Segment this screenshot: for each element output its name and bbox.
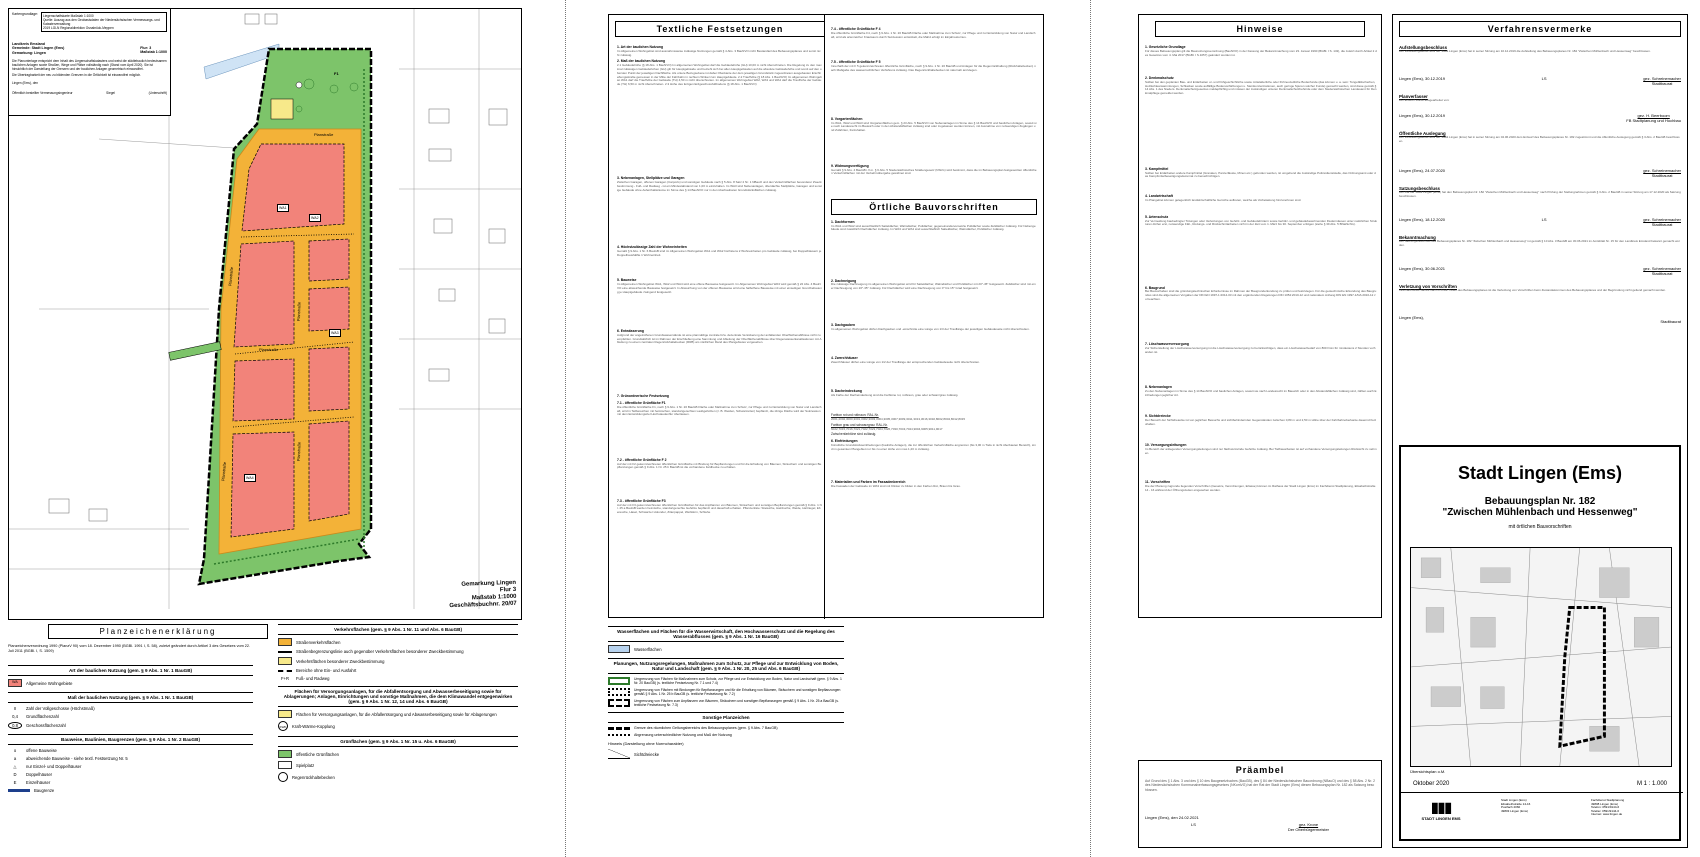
planung-label: Umgrenzung von Flächen zum Anpflanzen von Bäumen, Sträuchern und sonstigen Bepflanzungen gemäß § 9 Abs. 1 Nr. 25 a BauGB (s. textliche Festsetzung Nr. 7.3) [634,699,839,707]
section-9: 9. Widmungsverfügung [831,163,869,168]
bauweise-sym: o [13,748,17,753]
kartengrundlage-label: Kartengrundlage: [12,12,39,16]
oertlich-3: 3. Dachgauben [831,323,856,328]
legend-lower-panel [608,626,1044,848]
vv-role: Stadtbaurat [1651,173,1673,178]
hinweise-title: Hinweise [1155,21,1365,37]
textliche-title: Textliche Festsetzungen [615,21,825,37]
plan-scale: M 1 : 1.000 [1636,781,1667,787]
ral-red-label: Farbton rot und rotbraun: RAL-Nr. [831,413,879,418]
vv-bekanntmachung: Bekanntmachung [1399,235,1436,240]
vv-ls: LS [1541,76,1547,81]
plan-sub: mit örtlichen Bauvorschriften [1508,524,1572,530]
bauweise-label: nur Einzel- und Doppelhäuser [26,764,82,769]
city-logo: ▮▮▮ STADT LINGEN EMS [1411,799,1471,821]
vv-date: Lingen (Ems), 30.12.2019 [1399,113,1446,118]
geltungsbereich-line [608,727,630,730]
label-wa1: WA1 [279,206,287,210]
contact-line: Telefon: 0591/9144-6 [1591,805,1620,810]
mass-sym: 0,8 [8,722,22,729]
section-7-1: 7.1 - öffentliche Grünfläche F1 [617,400,666,405]
contact-line: Stadt Lingen (Ems) [1501,798,1527,802]
praambel-role: Der Oberbürgermeister [1287,827,1329,832]
water-label: Wasserflächen [634,646,662,652]
bindung-swatch [608,688,630,696]
contact-line: Internet: www.lingen.de [1591,812,1623,817]
planung-label: Umgrenzung von Flächen mit Bindungen für Bepflanzungen und für die Erhaltung von Bäumen, Sträuchern und sonstigen Bepflanzungen gemäß § 9 Abs. 1 Nr. 25 b BauGB (s. textliche Festsetzung Nr. 7.2) [634,688,841,696]
legend-intro: Planzeichenverordnung 1990 (PlanzV 90) vom 18. Dezember 1990 (BGBl. 1991 I, S. 58), zuletzt geändert durch Artikel 3 des Gesetzes vom 22. Juli 2011 (BGBl. I, S. 1509) [8,644,251,653]
mass-sym: II [13,706,17,711]
verkehr-label: Verkehrsflächen besonderer Zweckbestimmung [296,658,385,664]
mass-sym: 0,4 [12,714,18,719]
bauweise-sym: E [13,780,17,785]
bauweise-sym: a [13,756,17,761]
vv-auslegung: Öffentliche Auslegung [1399,131,1446,136]
label-planstrasse-2: Planstraße [227,266,235,287]
hinweise-panel: Hinweise 1. Gesetzliche Grundlage Für dieses Bebauungsplan gilt die Baunutzungsverordnung (BauNVO) in der Fassung der Bekanntmachung vom 23. Januar 1990 (BGBl. I S. 132), die zuletzt durch Artikel 2 des Gesetzes vom 4. Mai 2017 (BGBl. I S.1057) geändert worden ist. 2. Denkmalschutz Sollten bei den geplanten Bau- und Erdarbeiten ur- und frühgeschichtliche sowie mittelalterliche oder frühneuzeitliche Bodenfunde (das können u. a. sein: Tongefäßscherben, Holzkohleansammlungen, Schlacken sowie auffällige Bodenverfärbungen u. Steinkonzentrationen, auch geringe Spuren solcher Funde) gemacht werden, sind diese gemäß § 14 Abs. 1 des Nieders. Denkmalschutzgesetzes meldepflichtig und müssen der zuständigen unteren Denkmalschutzbehörde oder dem Niedersächsischen Landesamt für Denkmalpflege gemeldet werden. 3. Kampfmittel Sollten bei Erdarbeiten andere Kampfmittel (Granaten, Panzerfäuste, Minen etc.) gefunden werden, ist umgehend die zuständige Polizeidienststelle, das Ordnungsamt oder das Kampfmittelbeseitigungsdezernat zu benachrichtigen. 4. Landwirtschaft Im Plangebiet können gelegentlich landwirtschaftliche Gerüche auftreten, welche als Vorbelastung hinzunehmen sind. 5. Artenschutz Zur Vermeidung baubedingter Tötungen oder Verletzungen von Gehölz- und Gebäudebrütern sowie Gehölz- und gebäudebewohnenden Fledermäusen unter natürlichen Strukturen dürfen erst, notwendige Fäll-, Rodungs- und Rückschnittarbeiten nicht in der Zeit vom 1. März bis 30. September erfolgen (siehe § 39 Abs. 5 BNatSchG). 6. Baugrund Bei Bauvorhaben sind die gründungstechnischen Erfordernisse im Rahmen der Baugrunderkundung zu prüfen und festzulegen. Für die geotechnische Erkundung des Baugrundes sind die allgemeinen Vorgaben der DIN EN 1997-1:2014-03 mit den ergänzenden Regelungen DIN 1054:2010-12 und nationalem Anhang DIN EN 1997-1/NA:2010-12 zu beachten. 7. Löschwasserversorgung Zur Sicherstellung der Löschwasserversorgung ist die Löschwasserversorgung zu berücksichtigen, dass ein Löschwasserbedarf von 800 l/min für mindestens 2 Stunden vorhanden ist. 8. Nebenanlagen Zu den Nebenanlagen im Sinne des § 14 BauNVO und baulichen Anlagen, soweit sie nach Landesrecht im Bauwich oder in den Abstandsflächen zulässig sind, zählen auch Einfriedungen jeglicher Art. 9. Sichtdreiecke Der Bereich der Sichtdreiecke ist von jeglichen Bewuchs und sichtbehindernden Gegenständen zwischen 0,80 m und 2,50 m Höhe über der Fahrbahnoberkante dauernd freizuhalten. 10. Versorgungsleitungen Im Bereich der anliegenden Versorgungsleitungen sind nur flachwurzelnde Gehölze zulässig. Bei Tiefbauarbeiten ist auf vorhandene Versorgungsleitungen Rücksicht zu nehmen. 11. Vorschriften Die der Planung zugrunde liegenden Vorschriften (Gesetze, Verordnungen, Erlasse) können im Rathaus der Stadt Lingen (Ems) im Fachdienst Stadtplanung, Elisabethstraße 14 - 16 während der Öffnungszeiten eingesehen werden. [1138,14,1382,618]
vv-signature: gez. Schreinemacher [1643,76,1681,81]
verfahren-title: Verfahrensvermerke [1399,21,1681,37]
label-planstrasse-3: Planstraße [295,301,302,322]
vv-verletzung: Verletzung von Vorschriften [1399,284,1457,289]
bauweise-label: Doppelhäuser [26,772,53,777]
sonst-label: Abgrenzung unterschiedlicher Nutzung und Maß der Nutzung [634,733,732,737]
office-line: Öffentlich bestellter Vermessungsingenieur [12,91,73,96]
flur: Flur: 3 [140,46,152,50]
label-wa2: WA2 [311,216,319,220]
section-7-2: 7.2 - öffentliche Grünfläche F 2 [617,457,667,462]
section-3: 3. Nebenanlagen, Stellplätze und Garagen [617,176,685,181]
bauweise-label: Baugrenze [34,788,55,793]
gruen-title: Grünflächen (gem. § 9 Abs. 1 Nr. 15 u. Abs. 6 BauGB) [278,736,518,747]
anpflanz-swatch [608,699,630,707]
water-swatch [608,645,630,653]
source-line-2: Quelle: Auszug aus den Geobasisdaten der Niedersächsischen Vermessungs- und Katasterverwaltung [43,18,160,26]
map-title-block: Gemarkung Lingen Flur 3 Maßstab 1:1000 Geschäftsbuchnr. 20/07 [449,579,517,609]
hinweis-9: 9. Sichtdreiecke [1145,414,1171,419]
hinweis-10: 10. Versorgungsleitungen [1145,443,1187,448]
map-panel [8,8,522,620]
mass-label: Zahl der Vollgeschosse (Höchstmaß) [26,706,95,711]
label-planstrasse-1: Planstraße [314,132,334,137]
contact-line: Fachdienst Stadtplanung [1591,798,1625,802]
plan-name: "Zwischen Mühlenbach und Hessenweg" [1442,507,1638,518]
praambel-title: Präambel [1235,765,1285,775]
sichtdreieck-icon [608,749,630,759]
oertlich-1: 1. Dachformen [831,219,855,224]
mass-label: Grundflächenzahl [26,714,59,719]
baugrenze-line [8,789,30,792]
hinweis-7: 7. Löschwasserversorgung [1145,342,1189,347]
wa-label: Allgemeine Wohngebiete [26,680,73,686]
label-green-f1: F1 [334,71,339,76]
vv-signature: gez. Schreinemacher [1643,217,1681,222]
header-scale: Maßstab 1:1000 [140,50,167,55]
label-wa3: WA3 [331,331,339,335]
abgrenzung-line [608,734,630,736]
verfahren-panel: Verfahrensvermerke Aufstellungsbeschluss Der Verwaltungsausschuss der Stadt Lingen (Ems) hat in seiner Sitzung am 10.12.2019 die Aufstellung des Bebauungsplanes Nr. 182 "Zwischen Mühlenbach und Hessenweg" beschlossen. Lingen (Ems), 30.12.2019 LS gez. Schreinemacher Stadtbaurat Planverfasser Der Entwurf wurde ausgearbeitet von: Lingen (Ems), 30.12.2019 gez. H. Beerboom FB Stadtplanung und Hochbau Öffentliche Auslegung Der Verwaltungsausschuss der Stadt Lingen (Ems) hat in seiner Sitzung am 04.06.2020 dem Entwurf des Bebauungsplanes Nr. 182 zugestimmt und die öffentliche Auslegung gemäß § 3 Abs. 2 BauGB beschlossen. Lingen (Ems), 24.07.2020 gez. Schreinemacher Stadtbaurat Satzungsbeschluss Der Rat der Stadt Lingen (Ems) hat den Bebauungsplan Nr. 182 "Zwischen Mühlenbach und Hessenweg" nach Prüfung der Stellungnahmen gemäß § 3 Abs. 2 BauGB in seiner Sitzung am 17.12.2020 als Satzung beschlossen. Lingen (Ems), 18.12.2020 LS gez. Schreinemacher Stadtbaurat Bekanntmachung Der Satzungsbeschluss des Bebauungsplanes Nr. 182 "Zwischen Mühlenbach und Hessenweg" ist gemäß § 10 Abs. 3 BauGB am 30.06.2021 im Amtsblatt Nr. 15 für den Landkreis Emsland bekannt gemacht worden. Lingen (Ems), 30.06.2021 gez. Schreinemacher Stadtbaurat Verletzung von Vorschriften Innerhalb eines Jahres nach In-Kraft-Treten des Bebauungsplanes ist die Verletzung von Vorschriften beim Zustandekommen des Bebauungsplanes und der Begründung nicht geltend gemacht worden. Lingen (Ems), Stadtbaurat Stadt Lingen (Ems) Bebauungsplan Nr. 182 "Zwischen Mühlenbach und Hessenweg" mit örtlichen Bauvorschriften Übersichtsplan o.M. Oktober 2020 M 1 : 1.000 ▮▮▮ STADT LINGEN EMS Stadt Lingen (Ems) Elisabethstraße 14-16 Postfach 2060 49803 Lingen (Ems) Fachdienst Stadtplanung 49808 Lingen (Ems) Telefon: 0591/9144-6 Telefax: 0591/9144-6 Internet: www.lingen.de [1392,14,1688,848]
section-7-5: 7.5 - öffentliche Grünfläche F 5 [831,59,881,64]
basin-icon [278,772,288,782]
praambel-signature: gez. Krone [1298,822,1319,827]
vv-satzung: Satzungsbeschluss [1399,186,1440,191]
oertliche-title: Örtliche Bauvorschriften [831,199,1037,215]
hinweis-2: 2. Denkmalschutz [1145,75,1174,80]
municipality: Gemeinde: Stadt Lingen (Ems) [12,46,65,51]
versorgung-label: Kraft-Wärme-Kopplung [292,723,335,729]
section-7-4: 7.4 - öffentliche Grünfläche F 4 [831,27,881,31]
source-line-3: 2019 LGLN Regionaldirektion Osnabrück-Meppen [43,26,114,30]
vv-role: Stadtbaurat [1651,81,1673,86]
oertlich-2: 2. Dachneigung [831,278,857,283]
legend-panel [8,624,522,849]
hinweis-11: 11. Vorschriften [1145,480,1171,485]
gruen-label: öffentliche Grünflächen [296,751,339,757]
plan-date: Oktober 2020 [1413,781,1450,787]
place-date: Lingen (Ems), den [12,81,39,86]
vv-role: Stadtbaurat [1651,222,1673,227]
praambel-panel: Präambel Auf Grund des § 1 Abs. 3 und des § 10 des Baugesetzbuches (BauGB), des § 84 der Niedersächsischen Bauordnung (NBauO) und des § 58 Abs. 2 Nr. 2 des Niedersächsischen Kommunalverfassungsgesetzes (NKomVG) hat der Rat der Stadt Lingen (Ems) diesen Bebauungsplan Nr. 182 als Satzung beschlossen. Lingen (Ems), den 24.02.2021 LS gez. Krone Der Oberbürgermeister [1138,760,1382,848]
wa-swatch: WA [8,679,22,687]
contact-line: Telefax: 0591/9144-6 [1591,808,1620,813]
section-1: 1. Art der baulichen Nutzung [617,45,664,49]
section-7: 7. Grünordnerische Festsetzung [617,393,670,398]
textliche-panel: Textliche Festsetzungen 1. Art der baulichen Nutzung Im Allgemeinen Wohngebiet sind ausnahmsweise zulässige Nutzungen gemäß § 4 Abs. 3 BauNVO nicht Bestandteil des Bebauungsplanes und somit nicht zulässig. 2. Maß der baulichen Nutzung 2.1 Gebäudehöhe (§ 18 Abs. 1 BauNVO) Im allgemeinen Wohngebiet darf die Gebäudehöhe (GH) 10,00 m nicht überschreiten. Die Regelung zu den maximal zulässigen Gebäudehöhen (GH) gilt für Hauptgebäude und bezieht sich bei allen Hauptgebäuden auf die absolute Gebäudehöhe und somit auf den obersten Punkt der jeweiligen Dachfläche. Als untere Bezugsebene ist dabei Oberkante der dem jeweiligen Grundstück zugeordneten ausgebauten Erschließungsstraße gemessen in der Mitte der Fahrbahn in rechtem Winkel zum Hauptgebäude. 2.2 Traufhöhe (§ 18 Abs. 1 BauNVO) Im allgemeinen Wohngebiet WA1 darf die Traufhöhe der Gebäude (TH) 4,50 m nicht überschreiten. Im allgemeinen Wohngebiet WA2, WA3 und WA4 darf die Traufhöhe der Gebäude (TH) 6,50 m nicht überschreiten. 2.3 Höhe des fertigen Erdgeschossfußbodens (§ 18 Abs. 1 BauNVO) 3. Nebenanlagen, Stellplätze und Garagen Zwischen Garagen, offenen Garagen (Carports) und sonstigen Gebäude nach § 5 Abs. 8 Satz 2 Nr. 1 NBauO und den Verkehrsflächen besonderer Zweckbestimmung - Fuß- und Radweg - ist ein Mindestabstand von 1,00 m einzuhalten. Im WA3 sind Nebenanlagen, überdachte Stellplätze, Garagen und sonstige Gebäude ohne Aufenthaltsräume im Sinne des § 14 BauNVO nur in den überbaubaren Grundstücksflächen zulässig. 4. Höchstzulässige Zahl der Wohneinheiten Gemäß § 9 Abs. 1 Nr. 6 BauGB sind im Allgemeinen Wohngebiet WA1 und WA2 höchstens 2 Wohneinheiten pro Gebäude zulässig, bei Doppelhäusern je Doppelhaushälfte 1 Wohneinheit. 5. Bauweise Im Allgemeinen Wohngebiet WA1, WA2 und WA4 wird eine offene Bauweise festgesetzt. Im Allgemeinen Wohngebiet WA3 wird gemäß § 22 Abs. 4 BauNVO eine abweichende Bauweise festgesetzt. In Abweichung von der offenen Bauweise wird eine halboffene Bauweise mit einer einseitigen Grenzbebauung je Hauptgebäude zwingend festgesetzt. 6. Entwässerung Aufgrund der angetroffenen Grundwasserstände ist eine planmäßige zentrale bzw. dezentrale Versickerung der anfallenden Oberflächenabflüsse nicht zu empfehlen. Grundsätzlich ist im Rahmen der Erschließung eine Sammlung und Ableitung der Oberflächenabflüsse über Regenwasserkanalisationen mit Ableitung zu einem zentralen Regenrückhaltebecken (RRB) am nördlichen Rand des Plangebietes vorgesehen. 7. Grünordnerische Festsetzung 7.1 - öffentliche Grünfläche F1 Die öffentliche Grünfläche F1, nach § 9 Abs. 1 Nr. 20 BauGB Fläche oder Maßnahme zum Schutz, zur Pflege und zur Entwicklung von Natur und Landschaft, wird in Teilbereichen mit heimischen, standortgerechten Laubgehölzen (z. B. Weiden, Schwarzerlen) bepflanzt, die übrige Fläche wird der Sukzession mit dem Entwicklungsziel Hochstaudenflur überlassen. 7.2 - öffentliche Grünfläche F 2 Auf der mit F2 gekennzeichneten öffentlichen Grünfläche mit Bindung für Bepflanzungen und für die Erhaltung von Bäumen, Sträuchern und sonstigen Bepflanzungen gemäß § 9 Abs. 1 Nr. 25 b BauGB ist die vorhandene Feldhecke zu erhalten. 7.3 - öffentliche Grünfläche F3 Auf der mit F3 gekennzeichneten öffentlichen Grünflächen für das Anpflanzen von Bäumen, Sträuchern und sonstigen Bepflanzungen gemäß § 9 Abs. 1 Nr. 25 a BauGB werden heimische, standortgerechte Gehölze bepflanzt und dauerhaft erhalten. Pflanzenliste: Stieleiche, Hainbuche, Weide, Hartriegel, Eberesche, Hasel, Schwarzer Holunder, Zitterpappel, Weißdorn, Schlehe 7.4 - öffentliche Grünfläche F 4 Die öffentliche Grünfläche F4, nach § 9 Abs. 1 Nr. 20 BauGB Fläche oder Maßnahme zum Schutz, zur Pflege und zur Entwicklung von Natur und Landschaft, wird als artenreicher Krautsaum durch Sukzession entwickelt, die Mahd erfolgt im Einjahresturnus. 7.5 - öffentliche Grünfläche F 5 Innerhalb der mit F 5 gekennzeichneten öffentliche Grünfläche, nach § 9 Abs. 1 Nr. 20 BauGB und Anlagen für die Regenrückhaltung (Rückhaltebecken) nach Maßgabe des wasserrechtlichen Verfahrens zulässig. Das Regenrückhaltebecken ist naturnah anzulegen. 8. Vorgartenflächen Im WA1, WA2 und WA3 sind Vorgartenflächen gem. § 23 Abs. 5 BauNVO von Nebenanlagen im Sinne des § 14 BauNVO und baulichen Anlagen, soweit sie nach Landesrecht im Bauwich oder in den Abstandsflächen zulässig sind oder zugelassen werden können, mit Ausnahme von notwendigen Zugängen und Zufahrten, freizuhalten. 9. Widmungsverfügung Gemäß § 9 Abs. 4 BauGB i.V.m. § 6 Abs. 5 Niedersächsisches Straßengesetz (NStrG) wird bestimmt, dass die im Bebauungsplan festgesetzten öffentlichen Verkehrsflächen mit der Verkehrsübergabe gewidmet sind. Örtliche Bauvorschriften 1. Dachformen Im WA1 und WA2 sind ausschließlich Satteldächer, Walmdächer, Pultdächer, gegeneinanderversetzte Pultdächer sowie Zeltdächer zulässig. Für Nebengebäude sind zusätzlich Flachdächer zulässig. Im WA3 und WA4 sind ausschließlich Satteldächer, Walmdächer, Pultdächer zulässig. 2. Dachneigung Die zulässige Dachneigung im allgemeinen Wohngebiet wird für Satteldächer, Walmdächer und Pultdächer mit 20°-45° festgesetzt. Zeltdächer sind mit einer Dachneigung von 20°-35° zulässig. Für Flachdächer wird eine Dachneigung von 0° bis 15° Grad festgesetzt. 3. Dachgauben Im allgemeinen Wohngebiet dürfen Dachgauben und -einschnitte eine Länge von 1/3 der Trauflänge der jeweiligen Gebäudeseite nicht überschreiten. 4. Zwerchhäuser Zwerchhäuser dürfen eine Länge von 1/2 der Trauflänge der entsprechenden Gebäudeseite nicht überschreiten. 5. Dacheindeckung Als Farbe der Dacheindeckung sind die Farbtöne rot, rotbraun, grau oder schwarzgrau zulässig. Farbton rot und rotbraun: RAL-Nr. 2001,2002,3000,3001,3002,3003,3004,3005,3007,3009,3011,3013,3016,3032,8002,8004,8012,8015 Farbton grau und schwarzgrau: RAL-Nr. 6022,7015,7016,7021,7022,7023,7024,7026,7030,7043,7044,9004,9005,9011,9017 Zwischenfarbtöne sind zulässig. 6. Einfriedungen Künstliche Grundstückseinfriedungen (bauliche Anlagen), die zur öffentlichen Verkehrsfläche angrenzen (bis 3,00 m Tiefe in nicht überbauten Bereich), sind im gesamten Plangebiet nur bis zu einer Höhe von max.1,20 m zulässig. 7. Materialien und Farben im Fassadenbereich Die Fassaden der Gebäude im WA3 sind mit Klinker zu bilden in den Farben Rot, Braun bis Grau. [608,14,1044,618]
fold-line [1090,0,1091,857]
bauweise-title: Bauweise, Baulinien, Baugrenzen (gem. § 9 Abs. 1 Nr. 2 BauGB) [8,734,253,745]
hinweis-3: 3. Kampfmittel [1145,166,1169,171]
mass-title: Maß der baulichen Nutzung (gem. § 9 Abs. 1 Nr. 1 BauGB) [8,692,253,703]
verkehr-label: Straßenbegrenzungslinie auch gegenüber Verkehrsflächen besonderer Zweckbestimmung [296,649,464,654]
hinweis-1: 1. Gesetzliche Grundlage [1145,45,1186,49]
gruen-swatch [278,750,292,758]
hinweis-6: 6. Baugrund [1145,285,1165,290]
no-entry-swatch [278,670,292,672]
gemarkung: Gemarkung: Lingen [12,50,46,55]
versorgung-swatch [278,710,292,718]
transfer-text: Die Übertragbarkeit der neu zu bildenden Grenzen in die Örtlichkeit ist einwandfrei möglich. [12,73,141,78]
hinweis-5: 5. Artenschutz [1145,214,1169,219]
vv-signature: gez. Schreinemacher [1643,168,1681,173]
bauweise-label: Einzelhäuser [26,780,51,785]
legend-title: Planzeichenerklärung [48,624,268,639]
signer-label: (Unterschrift) [148,91,167,96]
vv-date: Lingen (Ems), 30.12.2019 [1399,76,1446,81]
vv-aufstellung: Aufstellungsbeschluss [1399,45,1448,50]
bauweise-label: offene Bauweise [26,748,57,753]
praambel-ls: LS [1190,822,1196,827]
vv-date: Lingen (Ems), 30.06.2021 [1399,266,1446,271]
versorgung-label: Flächen für Versorgungsanlagen, für die Abfallentsorgung und Abwasserbeseitigung sowie für Ablagerungen [296,711,497,717]
line-swatch [278,651,292,653]
oertlich-5: 5. Dacheindeckung [831,389,862,394]
contact-line: Postfach 2060 [1501,805,1521,810]
gruen-label: Spielplatz [296,762,315,768]
bauweise-label: abweichende Bauweise - siehe textl. Festsetzung Nr. 5 [26,756,128,761]
label-planstrasse-4: Planstraße [295,441,302,462]
seal-label: Siegel [106,91,115,96]
fold-line [565,0,566,857]
section-2: 2. Maß der baulichen Nutzung [617,59,666,64]
vv-signature: gez. Schreinemacher [1643,266,1681,271]
vv-date: Lingen (Ems), [1399,315,1424,320]
bauweise-sym: △ [13,764,17,769]
planung-label: Umgrenzung von Flächen für Maßnahmen zum Schutz, zur Pflege und zur Entwicklung von Boden, Natur und Landschaft (gem. § 9 Abs. 1 Nr. 20 BauGB) (s. textliche Festsetzung Nr. 7.1 und 7.4) [634,677,842,685]
hinweis-4: 4. Landwirtschaft [1145,193,1173,198]
playground-icon [278,761,292,769]
hinweis-8: 8. Nebenanlagen [1145,385,1172,390]
overview-label: Übersichtsplan o.M. [1410,769,1446,774]
certify-text: Die Planunterlage entspricht dem Inhalt des Liegenschaftskatasters und weist die städtebaulich bedeutsamen baulichen Anlagen sowie Straßen, Wege und Plätze vollständig nach (Stand vom April 2020). Sie ist hinsichtlich der Darstellung der Grenzen und der baulichen Anlagen geometrisch einwandfrei. [12,59,167,72]
sonst-label: Grenze des räumlichen Geltungsbereichs des Bebauungsplanes (gem. § 9 Abs. 7 BauGB) [634,726,778,730]
mass-label: Geschossflächenzahl [26,723,66,728]
fr-sym: F+R [280,676,290,681]
overview-map [1410,547,1672,767]
oertlich-7: 7. Materialien und Farben im Fassadenbereich [831,480,906,485]
art-title: Art der baulichen Nutzung (gem. § 9 Abs. 1 Nr. 1 BauGB) [8,665,253,676]
verkehr-title: Verkehrsflächen (gem. § 9 Abs. 1 Nr. 11 und Abs. 6 BauGB) [278,624,518,635]
source-line-1: Liegenschaftskarte Maßstab 1:1000 [43,14,94,18]
vv-date: Lingen (Ems), 24.07.2020 [1399,168,1446,173]
wasser-title: Wasserflächen und Flächen für die Wasserwirtschaft, den Hochwasserschutz und die Regelung des Wasserabflusses (gem. § 9 Abs. 1 Nr. 16 BauGB) [608,626,844,642]
contact-line: Elisabethstraße 14-16 [1501,801,1531,806]
vv-planverfasser: Planverfasser [1399,94,1428,99]
label-planstrasse-5: Planstraße [220,461,228,482]
planung-title: Planungen, Nutzungsregelungen, Maßnahmen zum Schutz, zur Pflege und zur Entwicklung von Boden, Natur und Landschaft (gem. § 9 Abs. 1 Nr. 20, 25 und Abs. 6 BauGB) [608,658,844,674]
contact-line: 49803 Lingen (Ems) [1501,808,1529,813]
vv-signature: gez. H. Beerboom [1637,113,1670,118]
verkehr-label: Fuß- und Radweg [296,676,330,681]
plan-number: Bebauungsplan Nr. 182 [1484,496,1596,507]
vv-role: Stadtbaurat [1660,319,1681,324]
oertlich-6: 6. Einfriedungen [831,439,858,444]
section-8: 8. Vorgartenflächen [831,116,863,121]
gruen-label: Regenrückhaltebecken [292,774,335,780]
versorgung-title: Flächen für Versorgungsanlagen, für die Abfallentsorgung und Abwasserbeseitigung sowie für Ablagerungen; Anlagen, Einrichtungen und sonstige Maßnahmen, die dem Klimawandel entgegenwirken (gem. § 9 Abs. 1 Nr. 12, 14 und Abs. 6 BauGB) [278,686,518,707]
contact-line: 49808 Lingen (Ems) [1591,801,1619,806]
massnahme-swatch [608,677,630,685]
logo-icon: ▮▮▮ [1430,799,1452,815]
label-wa4: WA4 [246,476,254,480]
sonst-title: Sonstige Planzeichen [608,712,844,723]
vv-ls: LS [1541,217,1547,222]
ral-grey-label: Farbton grau und schwarzgrau: RAL-Nr. [831,422,888,427]
vv-role: FB Stadtplanung und Hochbau [1626,118,1681,123]
kwk-sym: KWK [278,721,288,731]
district: Landkreis Emsland [12,42,45,46]
street-swatch [278,638,292,646]
vv-role: Stadtbaurat [1651,271,1673,276]
title-block [1399,445,1681,841]
section-4: 4. Höchstzulässige Zahl der Wohneinheiten [617,245,687,250]
section-6: 6. Entwässerung [617,329,644,334]
city-title: Stadt Lingen (Ems) [1457,463,1622,483]
label-planstrasse-6: Planstraße [259,347,279,352]
map-header-box [9,9,171,116]
ral-note: Zwischenfarbtöne sind zulässig. [831,432,877,437]
hinweis-label: Hinweis (Darstellung ohne Normcharakter) [608,741,684,746]
section-7-3: 7.3 - öffentliche Grünfläche F3 [617,498,666,503]
verkehr-label: Bereiche ohne Ein- und Ausfahrt [296,668,357,673]
vv-date: Lingen (Ems), 18.12.2020 [1399,217,1446,222]
bauweise-sym: D [13,772,17,777]
praambel-date: Lingen (Ems), den 24.02.2021 [1145,815,1199,820]
special-street-swatch [278,657,292,665]
sichtdreieck-label: Sichtdreiecke [634,751,660,757]
oertlich-4: 4. Zwerchhäuser [831,356,858,361]
verkehr-label: Straßenverkehrsflächen [296,639,341,645]
section-5: 5. Bauweise [617,278,637,283]
